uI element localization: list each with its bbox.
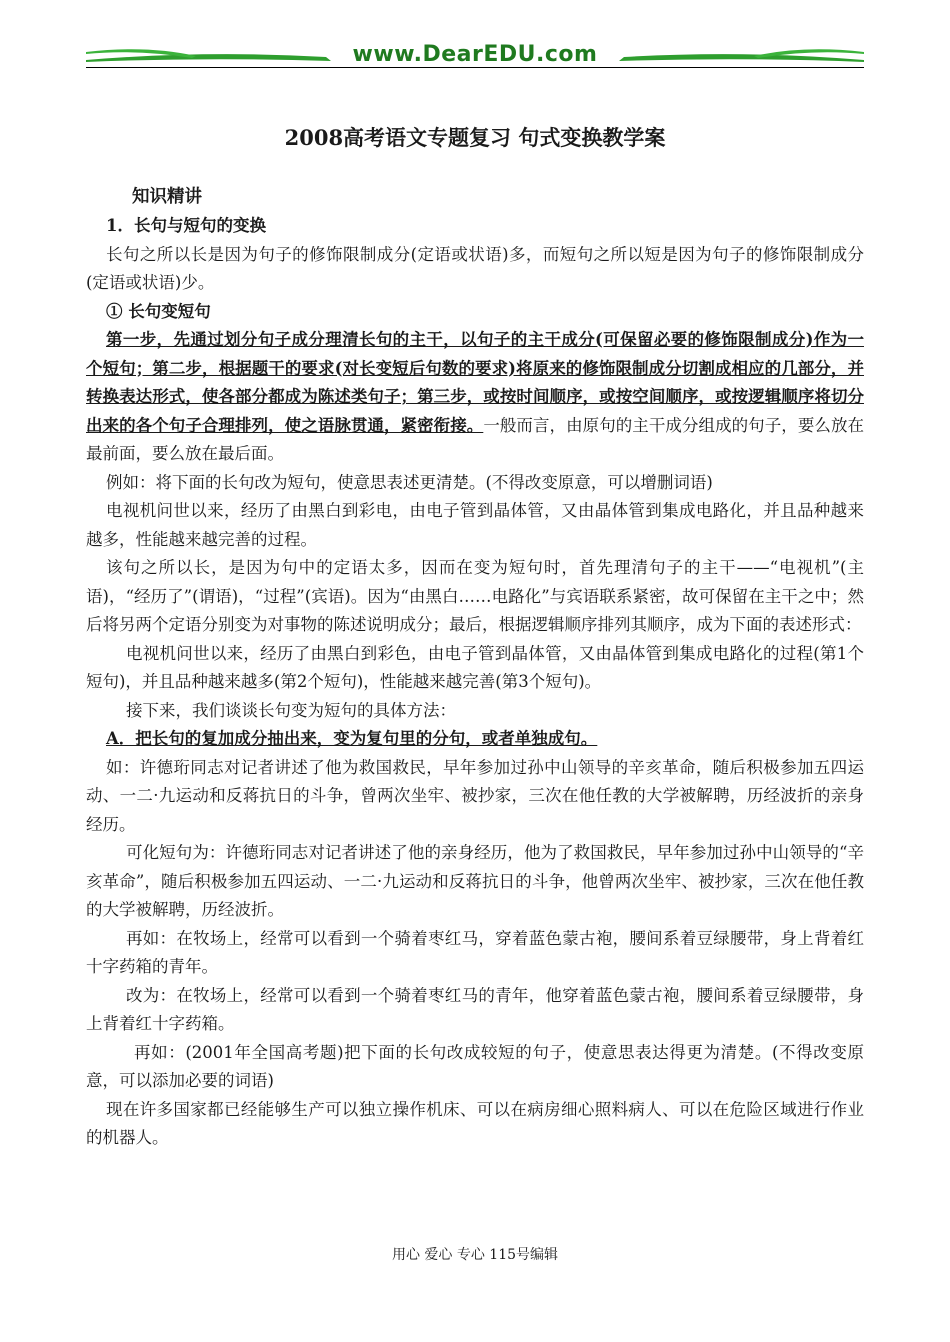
site-name[interactable]: www.DearEDU.com: [86, 42, 864, 67]
subsection-heading: 1．长句与短句的变换: [106, 216, 266, 235]
paragraph: 例如：将下面的长句改为短句，使意思表述更清楚。(不得改变原意，可以增删词语): [106, 472, 713, 492]
method-a-heading: A．把长句的复加成分抽出来，变为复句里的分句，或者单独成句。: [106, 729, 598, 748]
paragraph: 长句之所以长是因为句子的修饰限制成分(定语或状语)多，而短句之所以短是因为句子的修饰限制成分(定语或状语)少。: [86, 244, 864, 292]
paragraph: 再如：(2001年全国高考题)把下面的长句改成较短的句子，使意思表达得更为清楚。(不得改变原意，可以添加必要的词语): [86, 1042, 864, 1090]
paragraph: 改为：在牧场上，经常可以看到一个骑着枣红马的青年，他穿着蓝色蒙古袍，腰间系着豆绿腰带，身上背着红十字药箱。: [86, 985, 864, 1033]
document-body: [86, 182, 864, 1153]
paragraph: 可化短句为：许德珩同志对记者讲述了他的亲身经历，他为了救国救民，早年参加过孙中山领导的“辛亥革命”，随后积极参加五四运动、一二·九运动和反蒋抗日的斗争，他曾两次坐牢、被抄家，三次在他任教的大学被解聘，历经波折。: [86, 843, 864, 919]
paragraph: 现在许多国家都已经能够生产可以独立操作机床、可以在病房细心照料病人、可以在危险区域进行作业的机器人。: [86, 1099, 864, 1147]
paragraph: 电视机问世以来，经历了由黑白到彩电，由电子管到晶体管，又由晶体管到集成电路化，并且品种越来越多，性能越来越完善的过程。: [86, 501, 864, 549]
paragraph: 接下来，我们谈谈长句变为短句的具体方法：: [126, 700, 456, 720]
paragraph: 该句之所以长，是因为句中的定语太多，因而在变为短句时，首先理清句子的主干——“电视机”(主语)，“经历了”(谓语)，“过程”(宾语)。因为“由黑白……电路化”与宾语联系紧密，故可保留在主干之中；然后将另两个定语分别变为对事物的陈述说明成分；最后，根据逻辑顺序排列其顺序，成为下面的表述形式：: [86, 558, 864, 634]
steps-note: 一般而言，由原句的主干成分组成的句子，要么放在最前面，要么放在最后面。: [86, 415, 865, 463]
section-heading: 知识精讲: [132, 187, 202, 207]
steps-emphasis: 第一步，先通过划分句子成分理清长句的主干，以句子的主干成分(可保留必要的修饰限制成分)作为一个短句；第二步，根据题干的要求(对长变短后句数的要求)将原来的修饰限制成分切割成相应的几部分，并转换表达形式，使各部分都成为陈述类句子；第三步，或按时间顺序，或按空间顺序，或按逻辑顺序将切分出来的各个句子合理排列，使之语脉贯通，紧密衔接。: [86, 330, 864, 435]
header-rule: [86, 67, 864, 68]
page-footer: 用心 爱心 专心 115号编辑: [391, 1247, 559, 1263]
paragraph: [86, 326, 864, 469]
paragraph: 如：许德珩同志对记者讲述了他为救国救民，早年参加过孙中山领导的辛亥革命，随后积极参加五四运动、一二·九运动和反蒋抗日的斗争，曾两次坐牢、被抄家，三次在他任教的大学被解聘，历经波折的亲身经历。: [86, 757, 864, 834]
method-heading: ① 长句变短句: [106, 301, 211, 321]
paragraph: 电视机问世以来，经历了由黑白到彩色，由电子管到晶体管，又由晶体管到集成电路化的过程(第1个短句)，并且品种越来越多(第2个短句)，性能越来越完善(第3个短句)。: [86, 643, 864, 691]
document-title: 2008高考语文专题复习 句式变换教学案: [284, 125, 666, 150]
paragraph: 再如：在牧场上，经常可以看到一个骑着枣红马，穿着蓝色蒙古袍，腰间系着豆绿腰带，身上背着红十字药箱的青年。: [86, 928, 864, 976]
